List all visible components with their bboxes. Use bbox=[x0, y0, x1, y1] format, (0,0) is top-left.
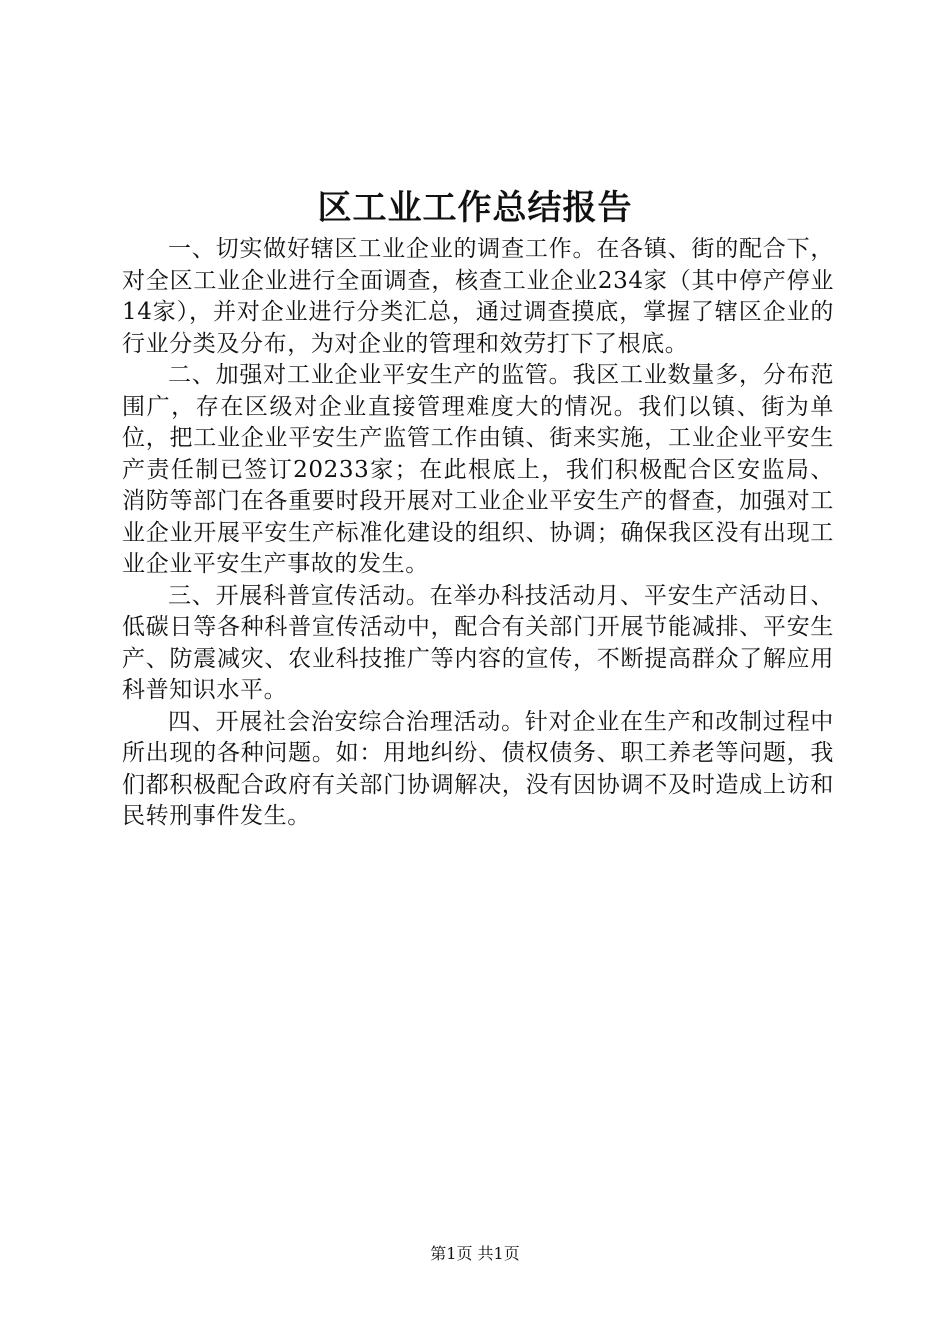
document-body bbox=[122, 234, 834, 833]
paragraph-3: 三、开展科普宣传活动。在举办科技活动月、平安生产活动日、低碳日等各种科普宣传活动中，配合有关部门开展节能减排、平安生产、防震减灾、农业科技推广等内容的宣传，不断提高群众了解应用科普知识水平。 bbox=[122, 582, 834, 703]
page-footer: 第1页 共1页 bbox=[430, 1244, 520, 1263]
document-title: 区工业工作总结报告 bbox=[317, 188, 633, 228]
paragraph-4: 四、开展社会治安综合治理活动。针对企业在生产和改制过程中所出现的各种问题。如：用地纠纷、债权债务、职工养老等问题，我们都积极配合政府有关部门协调解决，没有因协调不及时造成上访和民转刑事件发生。 bbox=[122, 708, 834, 829]
paragraph-2: 二、加强对工业企业平安生产的监管。我区工业数量多，分布范围广，存在区级对企业直接管理难度大的情况。我们以镇、街为单位，把工业企业平安生产监管工作由镇、街来实施，工业企业平安生产责任制已签订20233家；在此根底上，我们积极配合区安监局、消防等部门在各重要时段开展对工业企业平安生产的督查，加强对工业企业开展平安生产标准化建设的组织、协调；确保我区没有出现工业企业平安生产事故的发生。 bbox=[122, 362, 834, 577]
paragraph-1: 一、切实做好辖区工业企业的调查工作。在各镇、街的配合下，对全区工业企业进行全面调查，核查工业企业234家（其中停产停业14家），并对企业进行分类汇总，通过调查摸底，掌握了辖区企业的行业分类及分布，为对企业的管理和效劳打下了根底。 bbox=[122, 236, 834, 357]
